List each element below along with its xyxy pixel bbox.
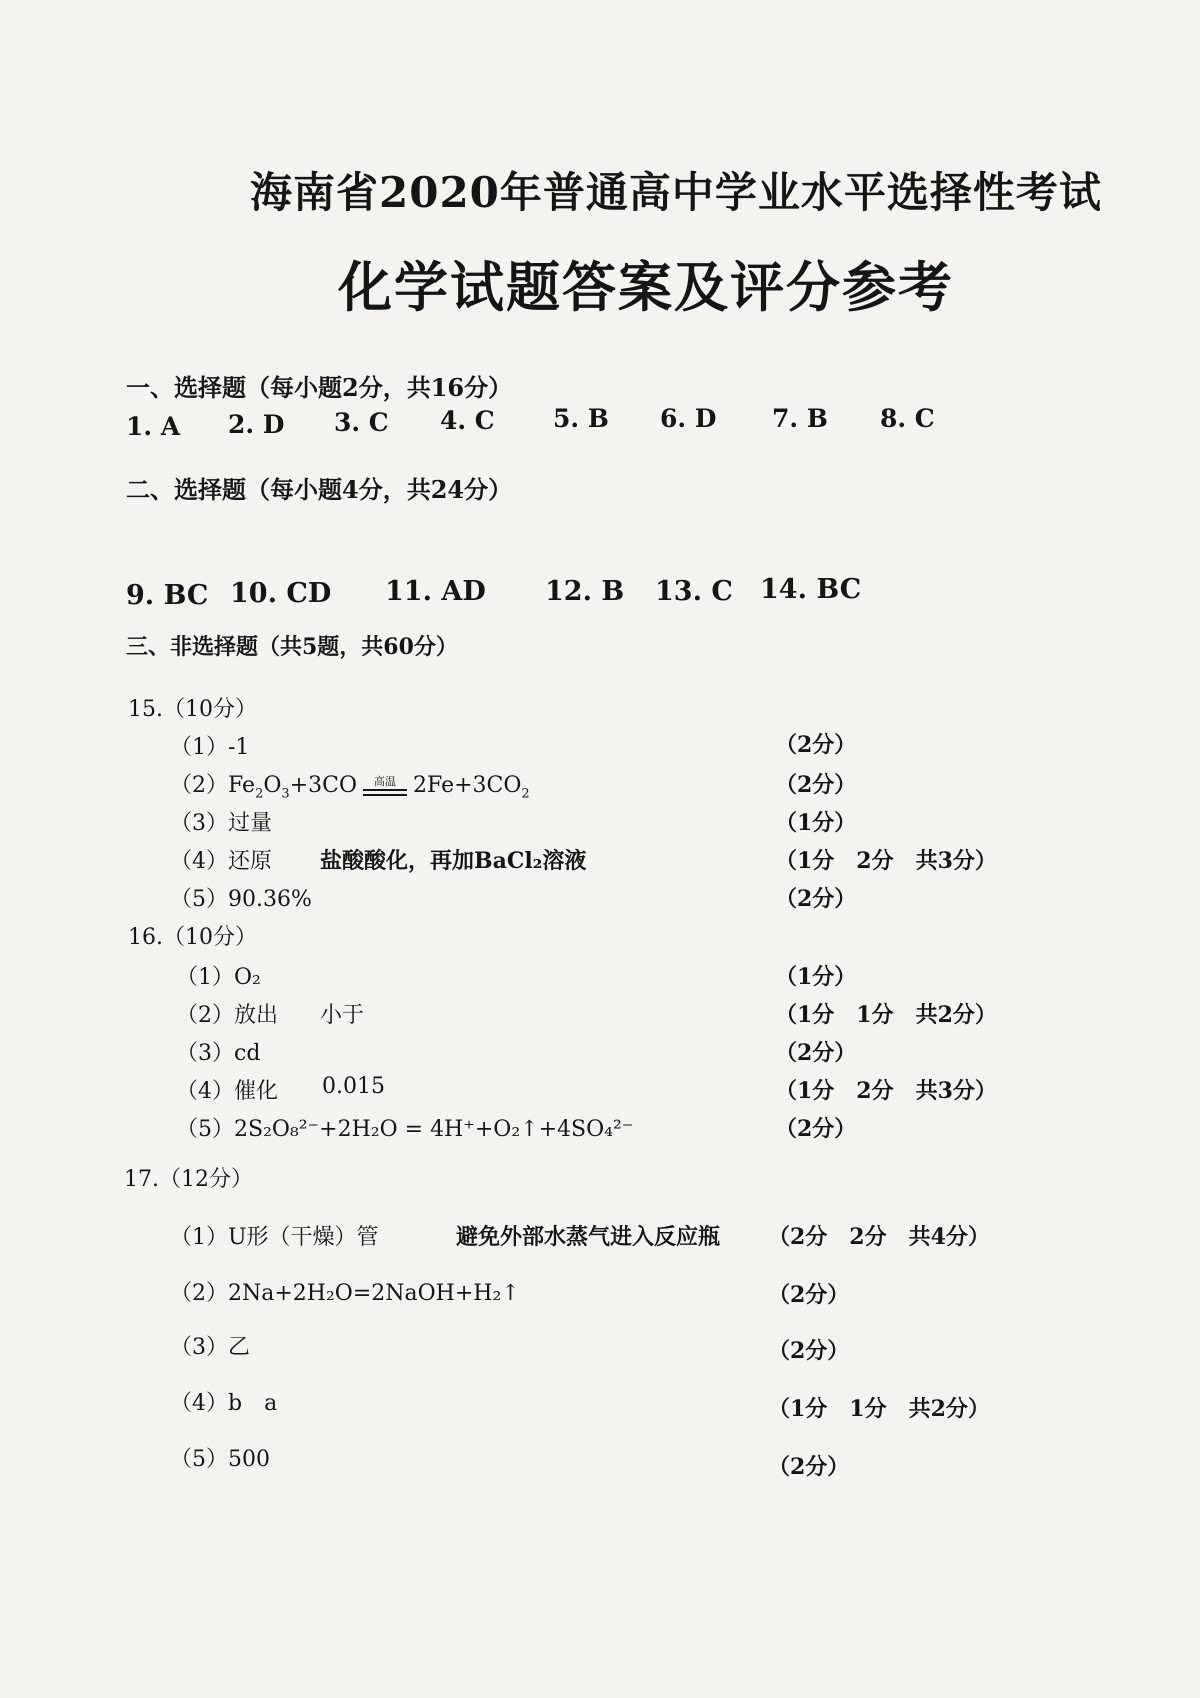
q15-score-1: （2分） [775,732,857,758]
q15-item-4-answer2: 盐酸酸化，再加BaCl₂溶液 [320,848,587,874]
mc-answer-1: 1. A [126,412,181,441]
q16-score-2: （1分 1分 共2分） [775,1002,997,1028]
mc-answer-11: 11. AD [385,576,486,607]
q16-item-3: （3）cd [176,1041,261,1066]
products: $2Fe+3CO_2$ [413,773,530,802]
mc-answer-6: 6. D [660,404,717,433]
q16-score-1: （1分） [775,964,857,990]
q16-item-2: （2）放出 [176,1003,278,1028]
q16-score-5: （2分） [775,1116,857,1142]
q17-score-4: （1分 1分 共2分） [768,1396,990,1422]
condition-text: 高温 [374,775,397,788]
q15-score-3: （1分） [775,810,857,836]
q17-score-1: （2分 2分 共4分） [768,1224,990,1250]
q17-item-1-answer2: 避免外部水蒸气进入反应瓶 [456,1224,721,1250]
q16-heading: 16.（10分） [128,925,257,950]
q16-score-3: （2分） [775,1040,857,1066]
q16-score-4: （1分 2分 共3分） [775,1078,997,1104]
q15-score-2: （2分） [775,772,857,798]
mc-answer-12: 12. B [545,576,625,607]
q16-item-5: （5）2S₂O₈²⁻+2H₂O = 4H⁺+O₂↑+4SO₄²⁻ [176,1117,634,1142]
q17-item-4: （4）b a [170,1391,278,1416]
q17-item-3: （3）乙 [170,1335,250,1360]
q15-item-1: （1）-1 [170,735,250,760]
q15-item-3: （3）过量 [170,811,272,836]
q15-item-2 [170,768,530,801]
section3-heading: 三、非选择题（共5题，共60分） [126,634,458,660]
q16-item-1: （1）O₂ [176,965,261,990]
q15-heading: 15.（10分） [128,697,257,722]
section2-heading: 二、选择题（每小题4分，共24分） [126,475,513,504]
exam-title: 海南省2020年普通高中学业水平选择性考试 [250,168,1102,217]
q17-heading: 17.（12分） [124,1167,253,1192]
q17-score-2: （2分） [768,1282,850,1308]
q17-item-5: （5）500 [170,1447,270,1472]
document-title: 化学试题答案及评分参考 [338,255,954,319]
q16-item-4: （4）催化 [176,1079,278,1104]
q15-score-5: （2分） [775,886,857,912]
mc-answer-9: 9. BC [126,580,209,611]
mc-answer-13: 13. C [655,576,733,607]
mc-answer-3: 3. C [334,408,389,437]
mc-answer-10: 10. CD [230,578,332,609]
q16-item-4-answer2: 0.015 [322,1074,385,1099]
q15-item-4: （4）还原 [170,849,272,874]
mc-answer-14: 14. BC [760,574,862,605]
q15-item-5: （5）90.36% [170,887,312,912]
equals-sign [363,789,407,796]
q16-item-2-answer2: 小于 [320,1003,365,1028]
q17-item-1: （1）U形（干燥）管 [170,1225,379,1250]
reaction-condition [363,776,407,796]
mc-answer-4: 4. C [440,406,495,435]
mc-answer-5: 5. B [553,404,609,433]
q17-score-5: （2分） [768,1454,850,1480]
mc-answer-8: 8. C [880,404,935,433]
q17-item-2: （2）2Na+2H₂O=2NaOH+H₂↑ [170,1281,520,1306]
reactants: $Fe_2O_3+3CO$ [228,773,358,802]
mc-answer-2: 2. D [228,410,285,439]
q15-score-4: （1分 2分 共3分） [775,848,997,874]
q15-item-2-label: （2） [170,773,228,798]
q17-score-3: （2分） [768,1338,850,1364]
mc-answer-7: 7. B [772,404,828,433]
section1-heading: 一、选择题（每小题2分，共16分） [126,373,513,402]
